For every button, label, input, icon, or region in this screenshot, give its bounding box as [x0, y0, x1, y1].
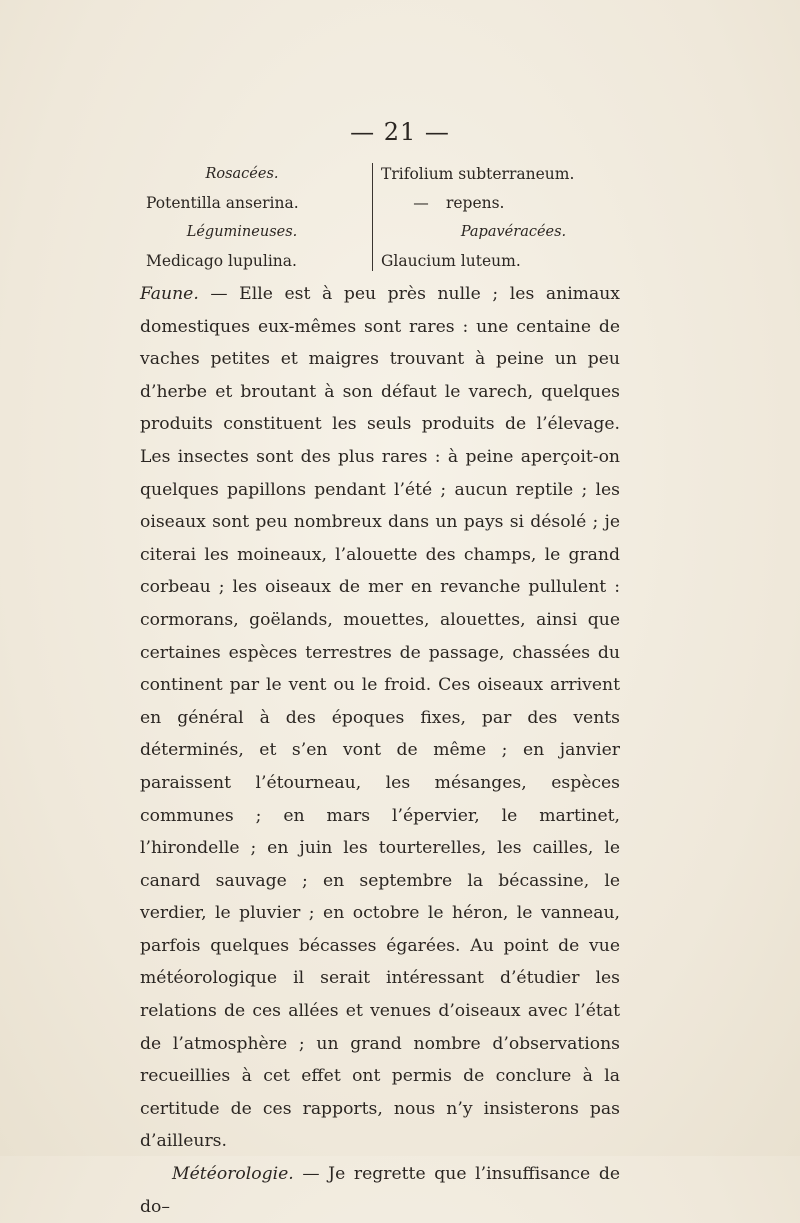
ditto-mark: — — [413, 194, 429, 212]
family-papaveracees: Papavéracées. — [460, 224, 567, 240]
heading-faune: Faune. — [140, 284, 199, 304]
plant-list-left-column — [146, 160, 368, 276]
species-trifolium: Trifolium subterraneum. — [381, 165, 575, 183]
text-faune: — Elle est à peu près nulle ; les animaux domestiques eux-mêmes sont rares : une centaine de vaches petites et maigres trouvant à peine un peu d’herbe et broutant à son défaut le varech, quelques produits constituent les seuls produits de l’élevage. Les insectes sont des plus rares : à peine aperçoit-on quelques papillons pendant l’été ; aucun reptile ; les oiseaux sont peu nombreux dans un pays si désolé ; je citerai les moineaux, l’alouette des champs, le grand corbeau ; les oiseaux de mer en revanche pullulent : cormorans, goëlands, mouettes, alouettes, ainsi que certaines espèces terrestres de passage, chassées du continent par le vent ou le froid. Ces oiseaux arrivent en général à des époques fixes, par des vents déterminés, et s’en vont de même ; en janvier paraissent l’étourneau, les mésanges, espèces communes ; en mars l’épervier, le martinet, l’hirondelle ; en juin les tourterelles, les cailles, le canard sauvage ; en septembre la bécassine, le verdier, le pluvier ; en octobre le héron, le vanneau, parfois quelques bécasses égarées. Au point de vue météorologique il serait intéressant d’étudier les relations de ces allées et venues d’oiseaux avec l’état de l’atmosphère ; un grand nombre d’observations recueillies à cet effet ont permis de conclure à la certitude de ces rapports, nous n’y insisterons pas d’ailleurs. — [140, 284, 620, 1152]
body-text — [140, 278, 620, 1223]
text-meteorologie: — Je regrette que l’insuffisance de do– — [140, 1164, 620, 1217]
species-potentilla: Potentilla anserina. — [146, 194, 299, 212]
species-trifolium-repens — [381, 189, 616, 218]
column-divider — [372, 163, 373, 271]
family-rosacees: Rosacées. — [205, 166, 279, 182]
family-legumineuses: Légumineuses. — [186, 224, 298, 240]
species-glaucium: Glaucium luteum. — [381, 252, 521, 270]
paragraph-meteorologie — [140, 1158, 620, 1223]
species-medicago: Medicago lupulina. — [146, 252, 297, 270]
plant-list-right-column — [381, 160, 616, 276]
paragraph-faune — [140, 278, 620, 1158]
species-epithet: repens. — [445, 194, 505, 212]
heading-meteorologie: Météorologie. — [172, 1164, 294, 1185]
page-number: — 21 — — [350, 118, 450, 146]
plant-list — [146, 160, 616, 278]
